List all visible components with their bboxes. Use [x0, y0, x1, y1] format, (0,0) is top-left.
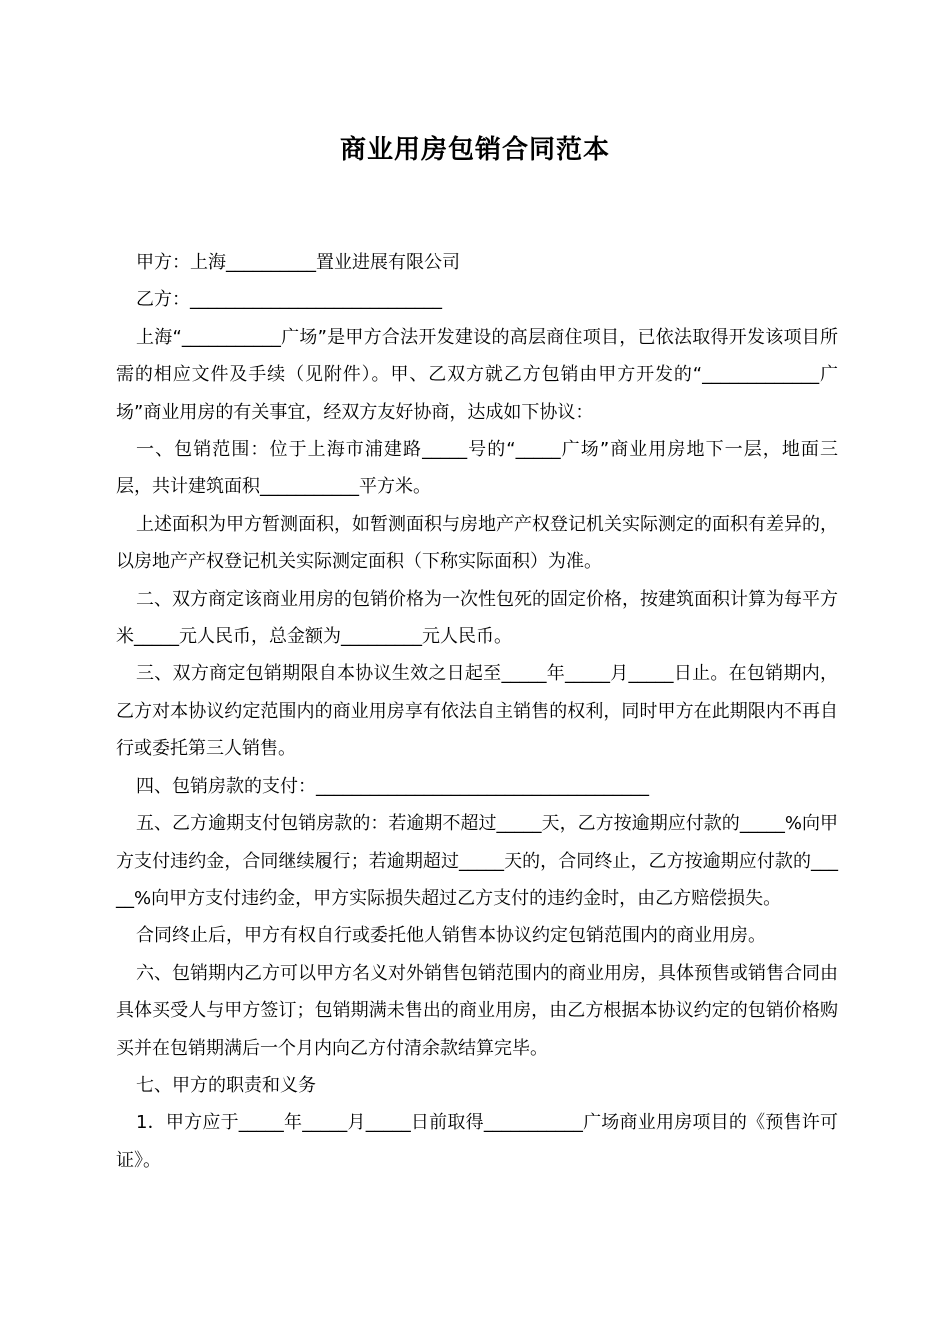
document-title: 商业用房包销合同范本	[339, 135, 610, 165]
clause-1-scope: 一、包销范围：位于上海市浦建路_____号的“_____广场”商业用房地下一层，地面三层，共计建筑面积___________平方米。	[116, 439, 838, 498]
clause-3-period: 三、双方商定包销期限自本协议生效之日起至_____年_____月_____日止。在包销期内，乙方对本协议约定范围内的商业用房享有依法自主销售的权利，同时甲方在此期限内不再自行或委托第三人销售。	[116, 663, 838, 760]
clause-1-area-note: 上述面积为甲方暂测面积，如暂测面积与房地产产权登记机关实际测定的面积有差异的，以房地产产权登记机关实际测定面积（下称实际面积）为准。	[116, 513, 838, 573]
clause-7-item-1: 1．甲方应于_____年_____月_____日前取得___________广场商业用房项目的《预售许可证》。	[116, 1112, 838, 1171]
clause-2-price: 二、双方商定该商业用房的包销价格为一次性包死的固定价格，按建筑面积计算为每平方米_____元人民币，总金额为_________元人民币。	[116, 588, 838, 648]
clause-5-late-payment: 五、乙方逾期支付包销房款的：若逾期不超过_____天，乙方按逾期应付款的_____%向甲方支付违约金，合同继续履行；若逾期超过_____天的，合同终止，乙方按逾期应付款的_____%向甲方支付违约金，甲方实际损失超过乙方支付的违约金时，由乙方赔偿损失。	[116, 813, 838, 909]
clause-5-termination-note: 合同终止后，甲方有权自行或委托他人销售本协议约定包销范围内的商业用房。	[136, 925, 766, 947]
party-b-line: 乙方：____________________________	[136, 289, 442, 311]
clause-7-heading: 七、甲方的职责和义务	[136, 1074, 316, 1096]
clause-4-payment: 四、包销房款的支付：_____________________________________	[136, 775, 649, 797]
party-a-line: 甲方：上海__________置业进展有限公司	[136, 252, 460, 273]
preamble-paragraph: 上海“___________广场”是甲方合法开发建设的高层商住项目，已依法取得开发该项目所需的相应文件及手续（见附件）。甲、乙双方就乙方包销由甲方开发的“_____________广场”商业用房的有关事宜，经双方友好协商，达成如下协议：	[116, 326, 838, 423]
contract-body	[116, 244, 838, 1179]
clause-6-sales: 六、包销期内乙方可以甲方名义对外销售包销范围内的商业用房，具体预售或销售合同由具体买受人与甲方签订；包销期满未售出的商业用房，由乙方根据本协议约定的包销价格购买并在包销期满后一个月内向乙方付清余款结算完毕。	[116, 962, 838, 1059]
